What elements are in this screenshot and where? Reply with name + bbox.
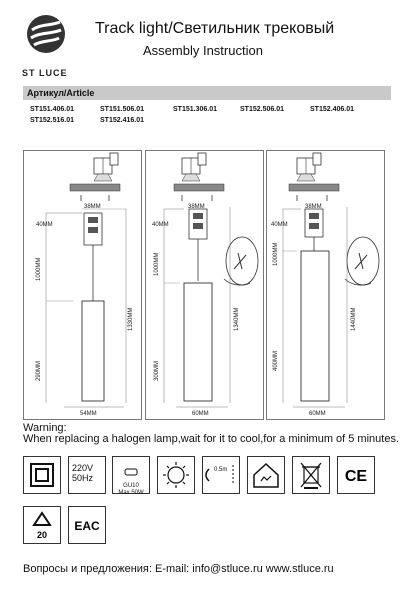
article-code: ST152.416.01 [100,117,144,124]
article-code: ST152.506.01 [240,106,284,113]
article-code: ST151.306.01 [173,106,217,113]
dimension-top-gap: 40MM [271,222,288,228]
dimension-top-gap: 40MM [36,222,53,228]
brand-logo-icon [26,14,66,54]
weee-disposal-icon [292,456,330,494]
dimension-body-height: 300MM [154,360,160,381]
dimension-mount-width: 38MM [305,204,322,210]
indoor-use-icon [247,456,285,494]
dimension-body-length: 1000MM [273,242,279,266]
dimension-body-length: 1000MM [154,252,160,276]
dimension-diameter: 60MM [309,411,326,417]
dimension-mount-width: 38MM [84,204,101,210]
page-title: Track light/Светильник трековый [95,20,335,37]
spotlight-distance-icon [203,457,239,493]
dimension-total-length: 1440MM [351,307,357,331]
ce-mark-icon [337,456,375,494]
dimension-top-gap: 40MM [152,222,169,228]
article-label: Артикул/Article [27,88,95,98]
diagram-drawing-2 [146,151,263,419]
article-code: ST151.406.01 [30,106,74,113]
dimension-body-height: 290MM [36,360,42,381]
diagram-drawing-3 [267,151,384,419]
voltage-spec-box [68,456,106,494]
min-distance-spec-box [202,456,240,494]
temperature-icon [157,456,195,494]
article-code: ST152.406.01 [310,106,354,113]
recycle-number: 20 [36,530,48,540]
assembly-diagram-3 [266,150,385,420]
recycle-icon [23,506,61,544]
dimension-total-length: 1340MM [234,307,240,331]
footer-contact: Вопросы и предложения: E-mail: info@stluce.ru www.stluce.ru [23,563,334,575]
warning-title: Warning: [23,422,67,434]
article-code: ST152.516.01 [30,117,74,124]
dimension-body-height: 400MM [273,350,279,371]
diagram-drawing-1 [24,151,141,419]
assembly-diagram-1 [23,150,142,420]
warning-text: When replacing a halogen lamp,wait for it to cool,for a minimum of 5 minutes. [23,433,400,445]
article-code: ST151.506.01 [100,106,144,113]
page-subtitle: Assembly Instruction [143,43,263,58]
max-power-value: Max.50W [118,490,144,496]
bulb-icon [124,468,138,478]
dimension-mount-width: 38MM [188,204,205,210]
dimension-body-length: 1000MM [36,257,42,281]
frequency-value: 50Hz [72,473,94,483]
brand-name: ST LUCE [22,68,68,78]
lamp-type-value: GU10 [123,483,139,489]
lamp-type-spec-box [112,456,150,494]
dimension-diameter: 60MM [192,411,209,417]
class-ii-insulation-icon [23,456,61,494]
ce-mark-text: CE [344,468,368,485]
dimension-diameter: 54MM [80,411,97,417]
voltage-value: 220V [72,463,94,473]
dimension-total-length: 1330MM [128,307,134,331]
assembly-diagram-2 [145,150,264,420]
eac-mark-text: EAC [74,519,100,533]
distance-value: 0.5m [214,467,228,473]
eac-mark-icon [68,506,106,544]
